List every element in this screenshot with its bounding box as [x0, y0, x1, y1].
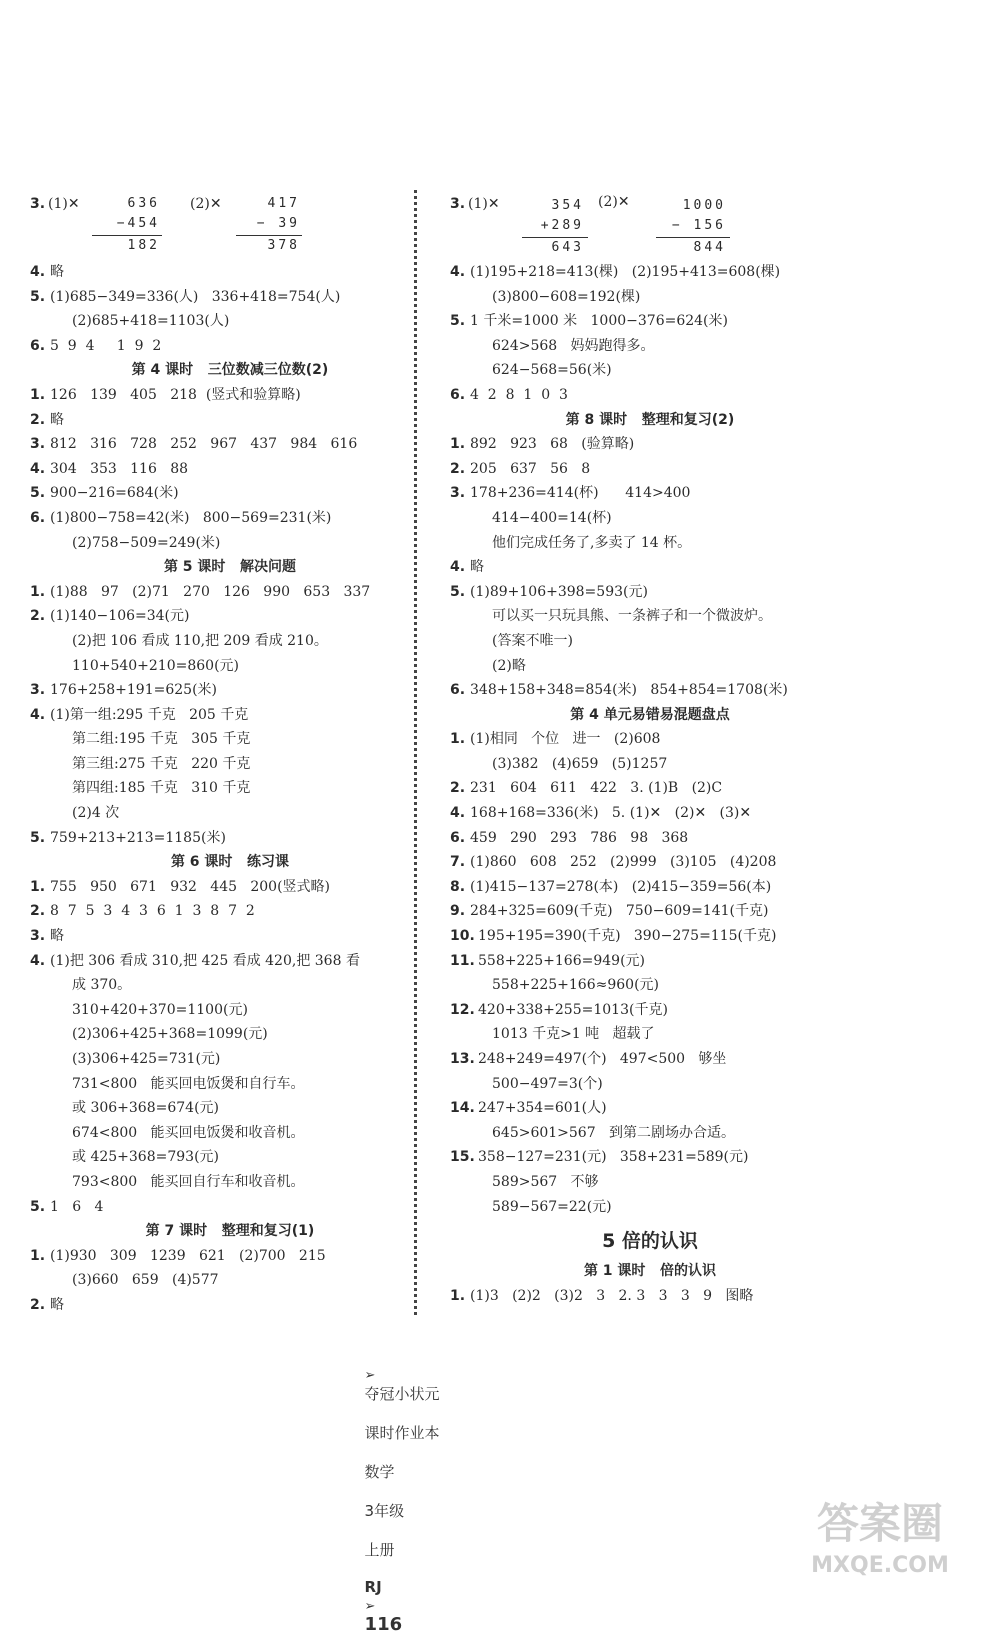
question-number: 3. — [30, 682, 46, 699]
question-number: 6. — [450, 829, 466, 846]
answer-line — [30, 383, 430, 408]
answer-text: 624>568 妈妈跑得多。 — [492, 337, 655, 354]
answer-line — [450, 899, 850, 924]
answer-text: 略 — [50, 1296, 64, 1313]
answer-text: 589−567=22(元) — [492, 1198, 612, 1215]
answer-line — [30, 1244, 430, 1269]
answer-line — [450, 334, 850, 359]
answer-text: (3)800−608=192(棵) — [492, 288, 641, 305]
vertical-subtrahend: − 156 — [671, 218, 726, 233]
footer-book: 课时作业本 — [364, 1424, 440, 1442]
answer-line — [450, 973, 850, 998]
vertical-subtrahend: −454 — [116, 216, 160, 231]
answer-text: 8 7 5 3 4 3 6 1 3 8 7 2 — [50, 903, 255, 920]
answer-text: 247+354=601(人) — [478, 1100, 607, 1117]
answer-text: (2)685+418=1103(人) — [72, 313, 230, 330]
answer-text: 第三组:275 千克 220 千克 — [72, 755, 251, 772]
question-number: 1. — [450, 1287, 466, 1304]
answer-line — [30, 752, 430, 777]
answer-line — [450, 481, 850, 506]
answer-text: 231 604 611 422 3. (1)B (2)C — [470, 780, 723, 797]
right-answer-lines — [450, 260, 850, 1308]
answer-line — [450, 1022, 850, 1047]
question-number: 5. — [30, 829, 46, 846]
answer-text: (3)306+425=731(元) — [72, 1051, 221, 1067]
answer-text: 558+225+166≈960(元) — [492, 977, 660, 994]
question-number: 3. — [30, 928, 46, 945]
unit-heading: 5 倍的认识 — [602, 1230, 698, 1253]
answer-text: 可以买一只玩具熊、一条裤子和一个微波炉。 — [492, 608, 772, 625]
question-number: 15. — [450, 1149, 475, 1166]
page-footer — [355, 1347, 440, 1635]
answer-line — [30, 973, 430, 998]
watermark-logo — [780, 1490, 980, 1580]
answer-text: 成 370。 — [72, 977, 132, 994]
answer-text: 205 637 56 8 — [470, 460, 591, 477]
question-number: 4. — [30, 952, 46, 969]
answer-line — [30, 826, 430, 851]
footer-grade: 3年级 — [364, 1502, 405, 1520]
question-number: 14. — [450, 1100, 475, 1117]
left-q3-vertical-arithmetic — [30, 190, 430, 260]
answer-text: 892 923 68 (验算略) — [470, 436, 635, 453]
answer-text: 459 290 293 786 98 368 — [470, 829, 689, 846]
question-number: 3. — [450, 196, 466, 212]
vertical-top: 1000 — [682, 198, 726, 213]
answer-text: (2)把 106 看成 110,把 209 看成 210。 — [72, 632, 328, 649]
answer-text: 4 2 8 1 0 3 — [470, 386, 568, 403]
answer-text: 500−497=3(个) — [492, 1075, 603, 1092]
question-number: 1. — [30, 878, 46, 895]
answer-line — [450, 432, 850, 457]
vertical-result: 378 — [267, 238, 300, 253]
answer-text: 5 9 4 1 9 2 — [50, 337, 162, 354]
answer-line — [30, 1195, 430, 1220]
answer-line — [30, 875, 430, 900]
answer-line — [30, 924, 430, 949]
answer-line — [30, 1096, 430, 1121]
answer-line — [450, 801, 850, 826]
answer-text: 900−216=684(米) — [50, 485, 179, 502]
answer-line — [30, 1268, 430, 1293]
answer-text: 略 — [470, 559, 484, 576]
question-number: 4. — [450, 264, 466, 280]
answer-text: 812 316 728 252 967 437 984 616 — [50, 436, 358, 453]
question-number: 2. — [30, 608, 46, 625]
answer-text: (2)4 次 — [72, 805, 120, 822]
answer-text: 420+338+255=1013(千克) — [478, 1001, 668, 1018]
question-number: 7. — [450, 854, 466, 871]
answer-line — [450, 752, 850, 777]
answer-line — [30, 1145, 430, 1170]
answer-text: (1)800−758=42(米) 800−569=231(米) — [50, 509, 332, 526]
answer-line — [30, 408, 430, 433]
answer-line — [450, 1170, 850, 1195]
question-number: 4. — [30, 706, 46, 723]
question-number: 1. — [450, 436, 466, 453]
answer-text: 或 306+368=674(元) — [72, 1100, 219, 1117]
answer-line — [450, 506, 850, 531]
answer-line — [450, 776, 850, 801]
answer-text: 195+195=390(千克) 390−275=115(千克) — [478, 928, 777, 945]
question-number: 2. — [30, 411, 46, 428]
answer-text: (1)3 (2)2 (3)2 3 2. 3 3 3 9 图略 — [470, 1287, 754, 1304]
answer-line — [30, 949, 430, 974]
answer-line — [450, 1195, 850, 1220]
question-number: 1. — [30, 1247, 46, 1264]
question-number: 2. — [30, 1296, 46, 1313]
answer-text: 759+213+213=1185(米) — [50, 829, 226, 846]
answer-line — [30, 432, 430, 457]
arrow-icon: ➢ — [364, 1599, 376, 1614]
answer-line — [450, 1096, 850, 1121]
answer-line — [450, 850, 850, 875]
right-column — [450, 190, 850, 1308]
answer-line — [450, 949, 850, 974]
answer-text: (1)第一组:295 千克 205 千克 — [50, 706, 249, 723]
question-number: 2. — [450, 780, 466, 797]
question-number: 6. — [30, 337, 46, 354]
answer-line — [450, 1145, 850, 1170]
answer-text: 1013 千克>1 吨 超载了 — [492, 1026, 655, 1043]
answer-text: 178+236=414(杯) 414>400 — [470, 485, 691, 502]
section-heading: 第 6 课时 练习课 — [170, 854, 290, 871]
question-number: 13. — [450, 1051, 475, 1067]
question-number: 1. — [30, 386, 46, 403]
answer-line — [30, 506, 430, 531]
answer-text: 第四组:185 千克 310 千克 — [72, 780, 251, 797]
answer-line — [30, 260, 430, 285]
answer-label: (2)✕ — [598, 194, 630, 210]
page-number: 116 — [364, 1614, 403, 1635]
vertical-top: 636 — [127, 196, 160, 211]
answer-line — [30, 334, 430, 359]
answer-line — [30, 1293, 430, 1318]
answer-line — [30, 629, 430, 654]
question-number: 12. — [450, 1001, 475, 1018]
answer-line — [30, 309, 430, 334]
watermark-url: MXQE.COM — [811, 1553, 949, 1578]
question-number: 4. — [30, 460, 46, 477]
answer-line — [450, 1121, 850, 1146]
answer-line — [450, 654, 850, 679]
footer-edition: RJ — [364, 1578, 382, 1596]
question-number: 5. — [30, 1198, 46, 1215]
answer-line — [30, 531, 430, 556]
vertical-addend: +289 — [540, 218, 584, 233]
answer-line — [30, 654, 430, 679]
question-number: 3. — [30, 436, 46, 453]
question-number: 4. — [450, 805, 466, 822]
vertical-top: 417 — [267, 196, 300, 211]
section-heading: 第 7 课时 整理和复习(1) — [145, 1223, 315, 1240]
question-number: 2. — [450, 460, 466, 477]
answer-text: (1)140−106=34(元) — [50, 608, 190, 625]
answer-line — [30, 285, 430, 310]
answer-line — [30, 899, 430, 924]
answer-text: 358−127=231(元) 358+231=589(元) — [478, 1149, 749, 1166]
answer-line — [450, 555, 850, 580]
answer-text: 第二组:195 千克 305 千克 — [72, 731, 251, 748]
question-number: 6. — [450, 682, 466, 699]
answer-text: 558+225+166=949(元) — [478, 952, 646, 969]
answer-line — [450, 826, 850, 851]
answer-line — [450, 727, 850, 752]
answer-text: 414−400=14(杯) — [492, 509, 612, 526]
answer-text: (1)415−137=278(本) (2)415−359=56(本) — [470, 878, 772, 895]
section-heading: 第 8 课时 整理和复习(2) — [565, 411, 735, 428]
answer-line — [450, 1284, 850, 1309]
answer-line — [30, 1047, 430, 1072]
question-number: 5. — [450, 313, 466, 330]
vertical-result: 844 — [693, 240, 726, 255]
answer-text: 1 6 4 — [50, 1198, 104, 1215]
left-answer-lines — [30, 260, 430, 1318]
answer-line — [30, 776, 430, 801]
footer-brand: 夺冠小状元 — [364, 1385, 440, 1403]
answer-text: 略 — [50, 264, 64, 280]
answer-text: (1)930 309 1239 621 (2)700 215 — [50, 1247, 326, 1264]
right-q3-vertical-arithmetic — [450, 190, 850, 260]
answer-text: 或 425+368=793(元) — [72, 1149, 219, 1166]
answer-line — [450, 998, 850, 1023]
answer-label: (1)✕ — [48, 196, 80, 212]
question-number: 11. — [450, 952, 475, 969]
answer-text: 731<800 能买回电饭煲和自行车。 — [72, 1075, 305, 1092]
watermark-title: 答案圈 — [816, 1499, 944, 1548]
vertical-subtrahend: − 39 — [256, 216, 300, 231]
answer-line — [30, 1121, 430, 1146]
answer-text: 110+540+210=860(元) — [72, 657, 240, 674]
answer-text: (答案不唯一) — [492, 632, 573, 649]
answer-text: 168+168=336(米) 5. (1)✕ (2)✕ (3)✕ — [470, 805, 752, 822]
answer-line — [450, 358, 850, 383]
footer-volume: 上册 — [364, 1541, 395, 1559]
answer-text: 176+258+191=625(米) — [50, 682, 218, 699]
answer-line — [450, 875, 850, 900]
answer-line — [30, 481, 430, 506]
answer-line — [30, 1170, 430, 1195]
answer-line — [30, 703, 430, 728]
answer-line — [450, 285, 850, 310]
question-number: 9. — [450, 903, 466, 920]
answer-line — [30, 727, 430, 752]
answer-text: (3)382 (4)659 (5)1257 — [492, 755, 668, 772]
answer-line — [30, 580, 430, 605]
question-number: 10. — [450, 928, 475, 945]
answer-label: (2)✕ — [190, 196, 222, 212]
question-number: 3. — [30, 196, 46, 212]
answer-text: (1)把 306 看成 310,把 425 看成 420,把 368 看 — [50, 952, 360, 969]
vertical-top: 354 — [551, 198, 584, 213]
answer-line — [30, 678, 430, 703]
answer-line — [30, 457, 430, 482]
answer-text: (2)略 — [492, 657, 526, 674]
answer-text: 1 千米=1000 米 1000−376=624(米) — [470, 313, 728, 330]
vertical-result: 182 — [127, 238, 160, 253]
answer-text: (2)758−509=249(米) — [72, 534, 221, 551]
answer-text: (1)88 97 (2)71 270 126 990 653 337 — [50, 583, 371, 600]
answer-line — [450, 309, 850, 334]
question-number: 2. — [30, 903, 46, 920]
answer-text: 645>601>567 到第二剧场办合适。 — [492, 1124, 735, 1141]
question-number: 4. — [30, 264, 46, 280]
left-column — [30, 190, 430, 1318]
question-number: 5. — [450, 583, 466, 600]
answer-text: 310+420+370=1100(元) — [72, 1001, 248, 1018]
section-heading: 第 4 课时 三位数减三位数(2) — [131, 362, 329, 379]
question-number: 4. — [450, 559, 466, 576]
question-number: 5. — [30, 288, 46, 305]
question-number: 6. — [450, 386, 466, 403]
answer-text: 他们完成任务了,多卖了 14 杯。 — [492, 534, 692, 551]
answer-text: 248+249=497(个) 497<500 够坐 — [478, 1051, 727, 1067]
answer-text: 略 — [50, 411, 64, 428]
answer-line — [30, 1072, 430, 1097]
answer-text: 126 139 405 218 (竖式和验算略) — [50, 386, 301, 403]
answer-line — [450, 260, 850, 285]
question-number: 8. — [450, 878, 466, 895]
answer-text: 略 — [50, 928, 64, 945]
section-heading: 第 5 课时 解决问题 — [163, 559, 297, 576]
section-heading: 第 1 课时 倍的认识 — [583, 1263, 717, 1280]
answer-text: 624−568=56(米) — [492, 362, 612, 379]
answer-line — [450, 383, 850, 408]
answer-line — [30, 604, 430, 629]
arrow-icon: ➢ — [364, 1368, 376, 1383]
answer-text: 793<800 能买回自行车和收音机。 — [72, 1173, 305, 1190]
section-heading: 第 4 单元易错易混题盘点 — [570, 706, 730, 723]
answer-line — [450, 580, 850, 605]
question-number: 3. — [450, 485, 466, 502]
answer-text: (1)860 608 252 (2)999 (3)105 (4)208 — [470, 854, 777, 871]
answer-line — [450, 924, 850, 949]
answer-text: 304 353 116 88 — [50, 460, 189, 477]
answer-line — [450, 531, 850, 556]
answer-line — [450, 457, 850, 482]
answer-text: 674<800 能买回电饭煲和收音机。 — [72, 1124, 305, 1141]
answer-line — [30, 1022, 430, 1047]
answer-line — [30, 998, 430, 1023]
answer-line — [450, 678, 850, 703]
answer-text: (1)685−349=336(人) 336+418=754(人) — [50, 288, 341, 305]
question-number: 1. — [30, 583, 46, 600]
answer-line — [30, 801, 430, 826]
question-number: 5. — [30, 485, 46, 502]
answer-text: (1)相同 个位 进一 (2)608 — [470, 731, 661, 748]
answer-text: (1)195+218=413(棵) (2)195+413=608(棵) — [470, 264, 781, 280]
answer-text: 755 950 671 932 445 200(竖式略) — [50, 878, 331, 895]
question-number: 1. — [450, 731, 466, 748]
question-number: 6. — [30, 509, 46, 526]
answer-label: (1)✕ — [468, 196, 500, 212]
vertical-result: 643 — [551, 240, 584, 255]
footer-subject: 数学 — [364, 1463, 395, 1481]
answer-text: 348+158+348=854(米) 854+854=1708(米) — [470, 682, 788, 699]
answer-line — [450, 604, 850, 629]
answer-text: (1)89+106+398=593(元) — [470, 583, 648, 600]
answer-line — [450, 1047, 850, 1072]
answer-line — [450, 1072, 850, 1097]
answer-line — [450, 629, 850, 654]
answer-text: (2)306+425+368=1099(元) — [72, 1026, 268, 1043]
answer-text: 589>567 不够 — [492, 1173, 599, 1190]
answer-text: 284+325=609(千克) 750−609=141(千克) — [470, 903, 769, 920]
answer-text: (3)660 659 (4)577 — [72, 1272, 219, 1289]
